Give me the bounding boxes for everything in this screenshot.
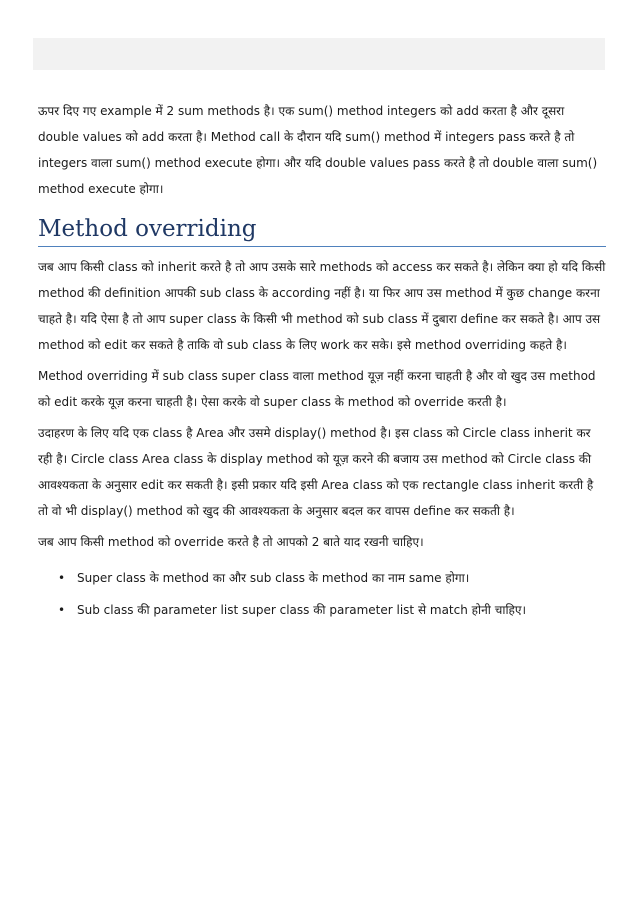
bullet-icon: • — [58, 571, 66, 585]
paragraph-2: Method overriding में sub class super class वाला method यूज़ नहीं करना चाहती है और वो खुद उस method को edit करके यूज़ करना चाहती है। ऐसा करके वो super class के method को override करती है। — [38, 369, 596, 409]
list-item — [58, 597, 606, 623]
list-item-text: Sub class की parameter list super class की parameter list से match होनी चाहिए। — [77, 603, 527, 617]
intro-paragraph: ऊपर दिए गए example में 2 sum methods है। एक sum() method integers को add करता है और दूसरा double values को add करता है। Method call के दौरान यदि sum() method में integers pass करते है तो integers वाला sum() method execute होगा। और यदि double values pass करते है तो double वाला sum() method execute होगा। — [38, 104, 598, 196]
section-heading: Method overriding — [38, 214, 606, 247]
header-band — [33, 38, 605, 70]
list-item-text: Super class के method का और sub class के method का नाम same होगा। — [77, 571, 470, 585]
bullet-list — [38, 565, 606, 623]
paragraph-1: जब आप किसी class को inherit करते है तो आप उसके सारे methods को access कर सकते है। लेकिन क्या हो यदि किसी method की definition आपकी sub class के according नहीं है। या फिर आप उस method में कुछ change करना चाहते है। यदि ऐसा है तो आप super class के किसी भी method को sub class में दुबारा define कर सकते है। आप उस method को edit कर सकते है ताकि वो sub class के लिए work कर सके। इसे method overriding कहते है। — [38, 260, 606, 352]
bullet-icon: • — [58, 603, 66, 617]
list-item — [58, 565, 606, 591]
document-body — [38, 98, 606, 629]
paragraph-4: जब आप किसी method को override करते है तो आपको 2 बाते याद रखनी चाहिए। — [38, 535, 424, 549]
paragraph-3: उदाहरण के लिए यदि एक class है Area और उसमे display() method है। इस class को Circle class inherit कर रही है। Circle class Area class के display method को यूज़ करने की बजाय उस method को Circle class की आवश्यकता के अनुसार edit कर सकती है। इसी प्रकार यदि इसी Area class को एक rectangle class inherit करती है तो वो भी display() method को खुद की आवश्यकता के अनुसार बदल कर वापस define कर सकती है। — [38, 426, 594, 518]
